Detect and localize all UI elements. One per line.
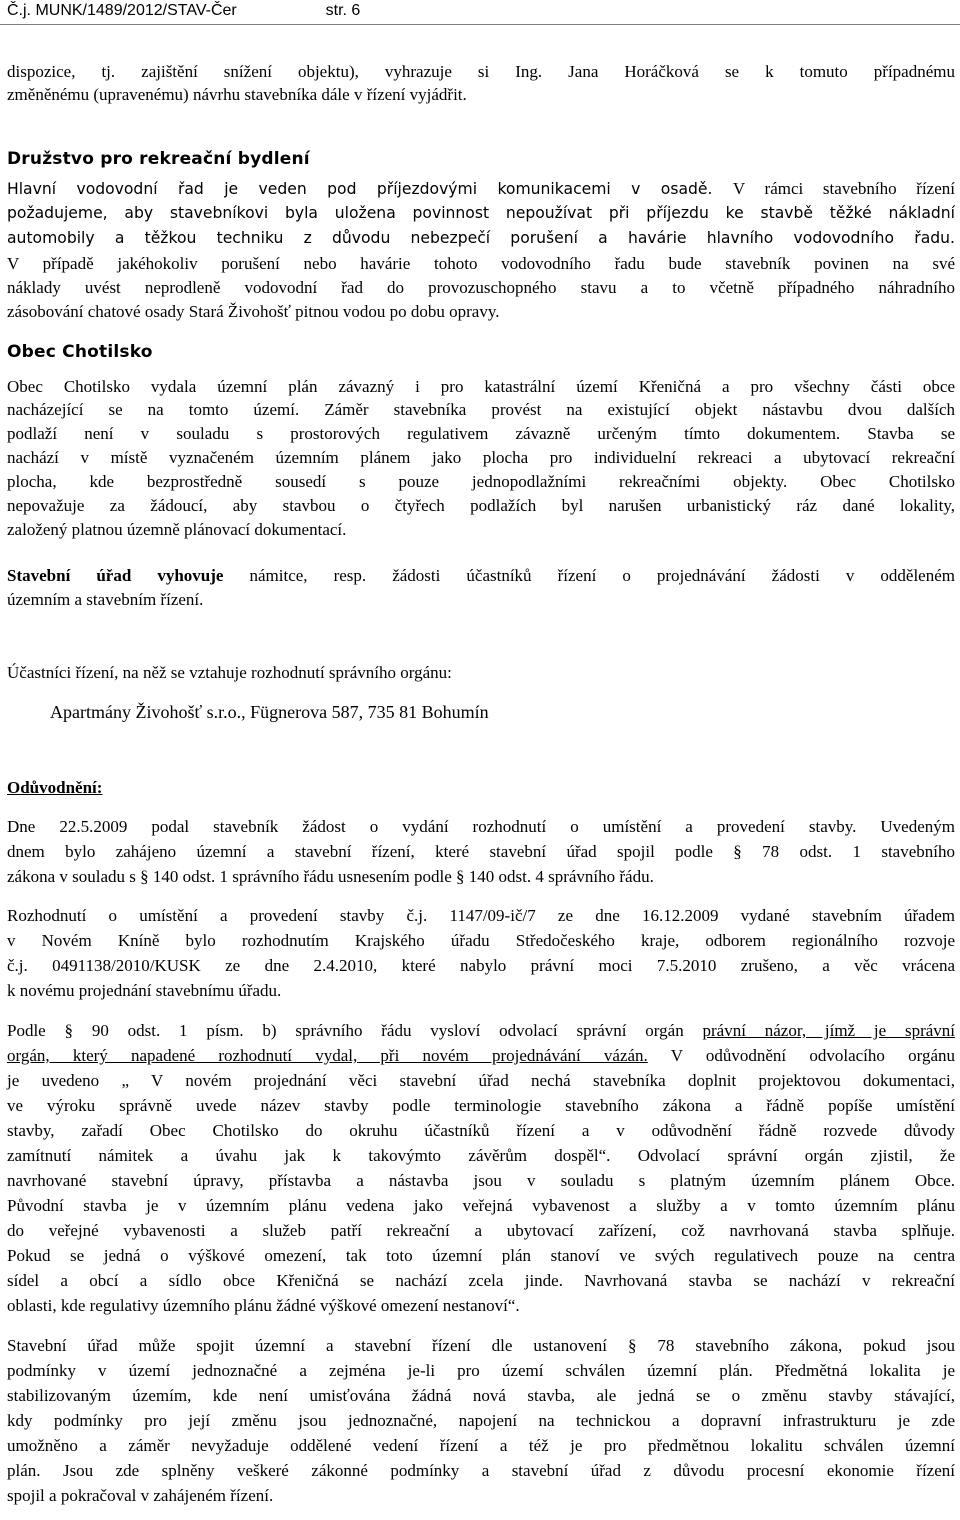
paragraph-line: plán. Jsou zde splněny veškeré zákonné podmínky a stavební úřad z důvodu procesní ekonomie řízení xyxy=(7,1461,955,1480)
paragraph-line: nacházející se na tomto území. Záměr stavebníka provést na existující objekt nástavbu dvou dalších xyxy=(7,400,955,419)
paragraph-line: plocha, kde bezprostředně sousedí s pouze jednopodlažními rekreačními objekty. Obec Chotilsko xyxy=(7,472,955,491)
page-number: str. 6 xyxy=(325,2,361,19)
paragraph-line: stabilizovaným územím, kde není umisťována žádná nová stavba, ale jedná se o změnu stavby stávající, xyxy=(7,1386,955,1405)
paragraph-line: spojil a pokračoval v zahájeném řízení. xyxy=(7,1486,274,1505)
underlined-phrase: právní názor, jímž je správní xyxy=(702,1021,956,1040)
underlined-phrase: orgán, který napadené rozhodnutí vydal, při novém projednávání vázán. xyxy=(7,1046,648,1065)
paragraph-line: automobily a těžkou techniku z důvodu nebezpečí porušení a havárie hlavního vodovodního řadu. xyxy=(7,229,955,247)
participant-entry: Apartmány Živohošť s.r.o., Fügnerova 587, 735 81 Bohumín xyxy=(50,702,489,722)
paragraph-line: Pokud se jedná o výškové omezení, tak toto územní plán stanoví ve svých regulativech pouze na centra xyxy=(7,1246,955,1265)
paragraph-line: zamítnutí námitek a úvahu jak k takovýmto závěrům dospěl“. Odvolací správní orgán zjistil, že xyxy=(7,1146,955,1165)
paragraph-line: podlaží není v souladu s prostorových regulativem závazně určeným tímto dokumentem. Stavba se xyxy=(7,424,955,443)
paragraph-line: zásobování chatové osady Stará Živohošť pitnou vodou po dobu opravy. xyxy=(7,302,500,321)
paragraph-line: stavby, zařadí Obec Chotilsko do okruhu účastníků řízení a v odůvodnění řádně rozvede důvody xyxy=(7,1121,955,1140)
paragraph-line: náklady uvést neprodleně vodovodní řad do provozuschopného stavu a to včetně případného náhradního xyxy=(7,278,955,297)
paragraph-line: umožněno a záměr nevyžaduje oddělené vedení řízení a též je pro předmětnou lokalitu schválen územní xyxy=(7,1436,955,1455)
paragraph-line: územním a stavebním řízení. xyxy=(7,590,204,609)
paragraph-line: dnem bylo zahájeno územní a stavební řízení, které stavební úřad spojil podle § 78 odst. 1 stavebního xyxy=(7,842,955,861)
paragraph-line: sídel a obcí a sídlo obce Křeničná se nachází zcela jinde. Navrhovaná stavba se nachází v rekreační xyxy=(7,1271,955,1290)
paragraph-line xyxy=(7,1019,955,1043)
reference-number: Č.j. MUNK/1489/2012/STAV-Čer xyxy=(7,2,237,19)
heading-druzstvo: Družstvo pro rekreační bydlení xyxy=(7,149,310,169)
paragraph-line: nachází v místě vyznačeném územním plánem jako plocha pro individuelní rekreaci a ubytovací rekreační xyxy=(7,448,955,467)
line-segment: V rámci stavebního řízení xyxy=(732,179,955,198)
paragraph-line: č.j. 0491138/2010/KUSK ze dne 2.4.2010, které nabylo právní moci 7.5.2010 zrušeno, a věc vrácena xyxy=(7,956,955,975)
paragraph-line: změněnému (upravenému) návrhu stavebníka dále v řízení vyjádřit. xyxy=(7,85,467,104)
paragraph-line xyxy=(7,1044,955,1068)
paragraph-line: zákona v souladu s § 140 odst. 1 správního řádu usnesením podle § 140 odst. 4 správního řádu. xyxy=(7,867,654,886)
paragraph-line: do veřejné vybavenosti a služeb patří rekreační a ubytovací zařízení, což navrhovaná stavba splňuje. xyxy=(7,1221,955,1240)
paragraph-line: založený platnou územně plánovací dokumentací. xyxy=(7,520,347,539)
paragraph-line: V případě jakéhokoliv porušení nebo havárie tohoto vodovodního řadu bude stavebník povinen na své xyxy=(7,254,955,273)
paragraph-line: oblasti, kde regulativy územního plánu žádné výškové omezení nestanoví“. xyxy=(7,1296,520,1315)
paragraph-line: dispozice, tj. zajištění snížení objektu), vyhrazuje si Ing. Jana Horáčková se k tomuto případnému xyxy=(7,62,955,81)
participants-heading: Účastníci řízení, na něž se vztahuje rozhodnutí správního orgánu: xyxy=(7,663,452,682)
paragraph-line: nepovažuje za žádoucí, aby stavbou o čtyřech podlažích byl narušen urbanistický ráz dané lokality, xyxy=(7,496,955,515)
paragraph-line: podmínky v území jednoznačné a zejména je-li pro území schválen územní plán. Předmětná lokalita je xyxy=(7,1361,955,1380)
paragraph-line: je uvedeno „ V novém projednání věci stavební úřad nechá stavebníka doplnit projektovou dokumentaci, xyxy=(7,1071,955,1090)
paragraph-line: k novému projednání stavebnímu úřadu. xyxy=(7,981,282,1000)
paragraph-line xyxy=(7,564,955,588)
page-header xyxy=(7,0,360,22)
paragraph-line: v Novém Kníně bylo rozhodnutím Krajského úřadu Středočeského kraje, odborem regionálního rozvoje xyxy=(7,931,955,950)
heading-oduvodneni: Odůvodnění: xyxy=(7,778,103,797)
paragraph-line: ve výroku správně uvede název stavby podle terminologie stavebního zákona a řádně popíše umístění xyxy=(7,1096,955,1115)
paragraph-line: kdy podmínky pro její změnu jsou jednoznačné, napojení na technickou a dopravní infrastrukturu je zde xyxy=(7,1411,955,1430)
line-segment: námitce, resp. žádosti účastníků řízení o projednávání žádosti v odděleném xyxy=(249,566,955,585)
heading-obec-chotilsko: Obec Chotilsko xyxy=(7,342,153,362)
line-segment: Hlavní vodovodní řad je veden pod příjezdovými komunikacemi v osadě. xyxy=(7,180,713,198)
paragraph-line: požadujeme, aby stavebníkovi byla uložena povinnost nepoužívat při příjezdu ke stavbě těžké nákladní xyxy=(7,204,955,222)
header-rule xyxy=(0,24,960,25)
paragraph-line: Stavební úřad může spojit územní a stavební řízení dle ustanovení § 78 stavebního zákona, pokud jsou xyxy=(7,1336,955,1355)
paragraph-line: Původní stavba je v územním plánu vedena jako veřejná vybavenost a služby a v tomto územním plánu xyxy=(7,1196,955,1215)
paragraph-line: Dne 22.5.2009 podal stavebník žádost o vydání rozhodnutí o umístění a provedení stavby. Uvedeným xyxy=(7,817,955,836)
paragraph-line: navrhované stavební úpravy, přístavba a nástavba jsou v souladu s platným územním plánem Obce. xyxy=(7,1171,955,1190)
paragraph-line: Rozhodnutí o umístění a provedení stavby č.j. 1147/09-ič/7 ze dne 16.12.2009 vydané stavebním úřadem xyxy=(7,906,955,925)
paragraph-line xyxy=(7,177,955,201)
line-segment: V odůvodnění odvolacího orgánu xyxy=(670,1046,955,1065)
line-segment: Podle § 90 odst. 1 písm. b) správního řádu vysloví odvolací správní orgán xyxy=(7,1021,684,1040)
paragraph-line: Obec Chotilsko vydala územní plán závazný i pro katastrální území Křeničná a pro všechny části obce xyxy=(7,377,955,396)
decision-emphasis: Stavební úřad vyhovuje xyxy=(7,566,224,585)
